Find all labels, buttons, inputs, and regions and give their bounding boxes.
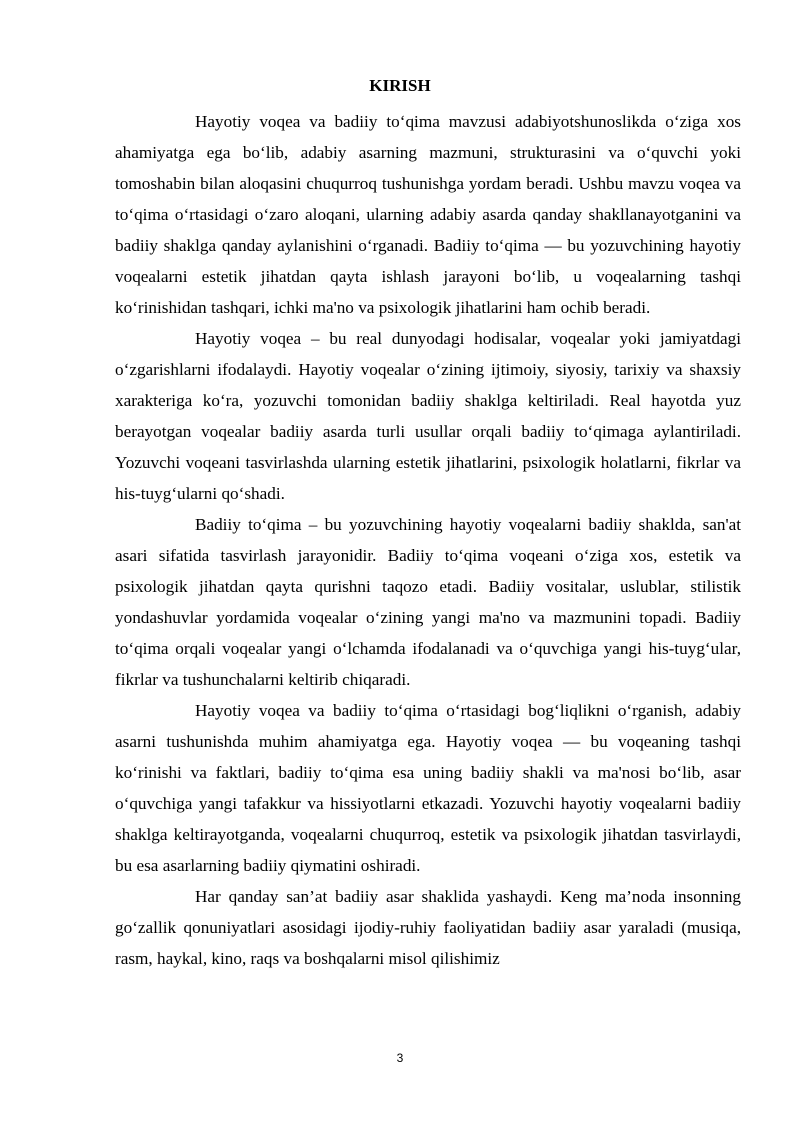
body-text [115,106,741,974]
paragraph-2: Hayotiy voqea – bu real dunyodagi hodisalar, voqealar yoki jamiyatdagi o‘zgarishlarni ifodalaydi. Hayotiy voqealar o‘zining ijtimoiy, siyosiy, tarixiy va shaxsiy xarakteriga ko‘ra, yozuvchi tomonidan badiiy shaklga keltiriladi. Real hayotda yuz berayotgan voqealar badiiy asarda turli usullar orqali badiiy to‘qimaga aylantiriladi. Yozuvchi voqeani tasvirlashda ularning estetik jihatlarini, psixologik holatlarni, fikrlar va his-tuyg‘ularni qo‘shadi. [115,329,741,503]
paragraph-1: Hayotiy voqea va badiiy to‘qima mavzusi adabiyotshunoslikda o‘ziga xos ahamiyatga ega bo‘lib, adabiy asarning mazmuni, strukturasini va o‘quvchi yoki tomoshabin bilan aloqasini chuqurroq tushunishga yordam beradi. Ushbu mavzu voqea va to‘qima o‘rtasidagi o‘zaro aloqani, ularning adabiy asarda qanday shakllanayotganini va badiiy shaklga qanday aylanishini o‘rganadi. Badiiy to‘qima — bu yozuvchining hayotiy voqealarni estetik jihatdan qayta ishlash jarayoni bo‘lib, u voqealarning tashqi ko‘rinishidan tashqari, ichki ma'no va psixologik jihatlarini ham ochib beradi. [115,112,741,317]
section-heading: KIRISH [369,76,431,95]
paragraph-4: Hayotiy voqea va badiiy to‘qima o‘rtasidagi bog‘liqlikni o‘rganish, adabiy asarni tushunishda muhim ahamiyatga ega. Hayotiy voqea — bu voqeaning tashqi ko‘rinishi va faktlari, badiiy to‘qima esa uning badiiy shakli va ma'nosi bo‘lib, asar o‘quvchiga yangi tafakkur va hissiyotlarni etkazadi. Yozuvchi hayotiy voqealarni badiiy shaklga keltirayotganda, voqealarni chuqurroq, estetik va psixologik jihatdan tasvirlaydi, bu esa asarlarning badiiy qiymatini oshiradi. [115,701,741,875]
page-number: 3 [396,1051,404,1065]
paragraph-3: Badiiy to‘qima – bu yozuvchining hayotiy voqealarni badiiy shaklda, san'at asari sifatida tasvirlash jarayonidir. Badiiy to‘qima voqeani o‘ziga xos, estetik va psixologik jihatdan qayta qurishni taqozo etadi. Badiiy vositalar, uslublar, stilistik yondashuvlar yordamida voqealar o‘zining yangi ma'no va mazmunini topadi. Badiiy to‘qima orqali voqealar yangi o‘lchamda ifodalanadi va o‘quvchiga yangi his-tuyg‘ular, fikrlar va tushunchalarni keltirib chiqaradi. [115,515,741,689]
paragraph-5: Har qanday san’at badiiy asar shaklida yashaydi. Keng ma’noda insonning go‘zallik qonuniyatlari asosidagi ijodiy-ruhiy faoliyatidan badiiy asar yaraladi (musiqa, rasm, haykal, kino, raqs va boshqalarni misol qilishimiz [115,887,741,968]
